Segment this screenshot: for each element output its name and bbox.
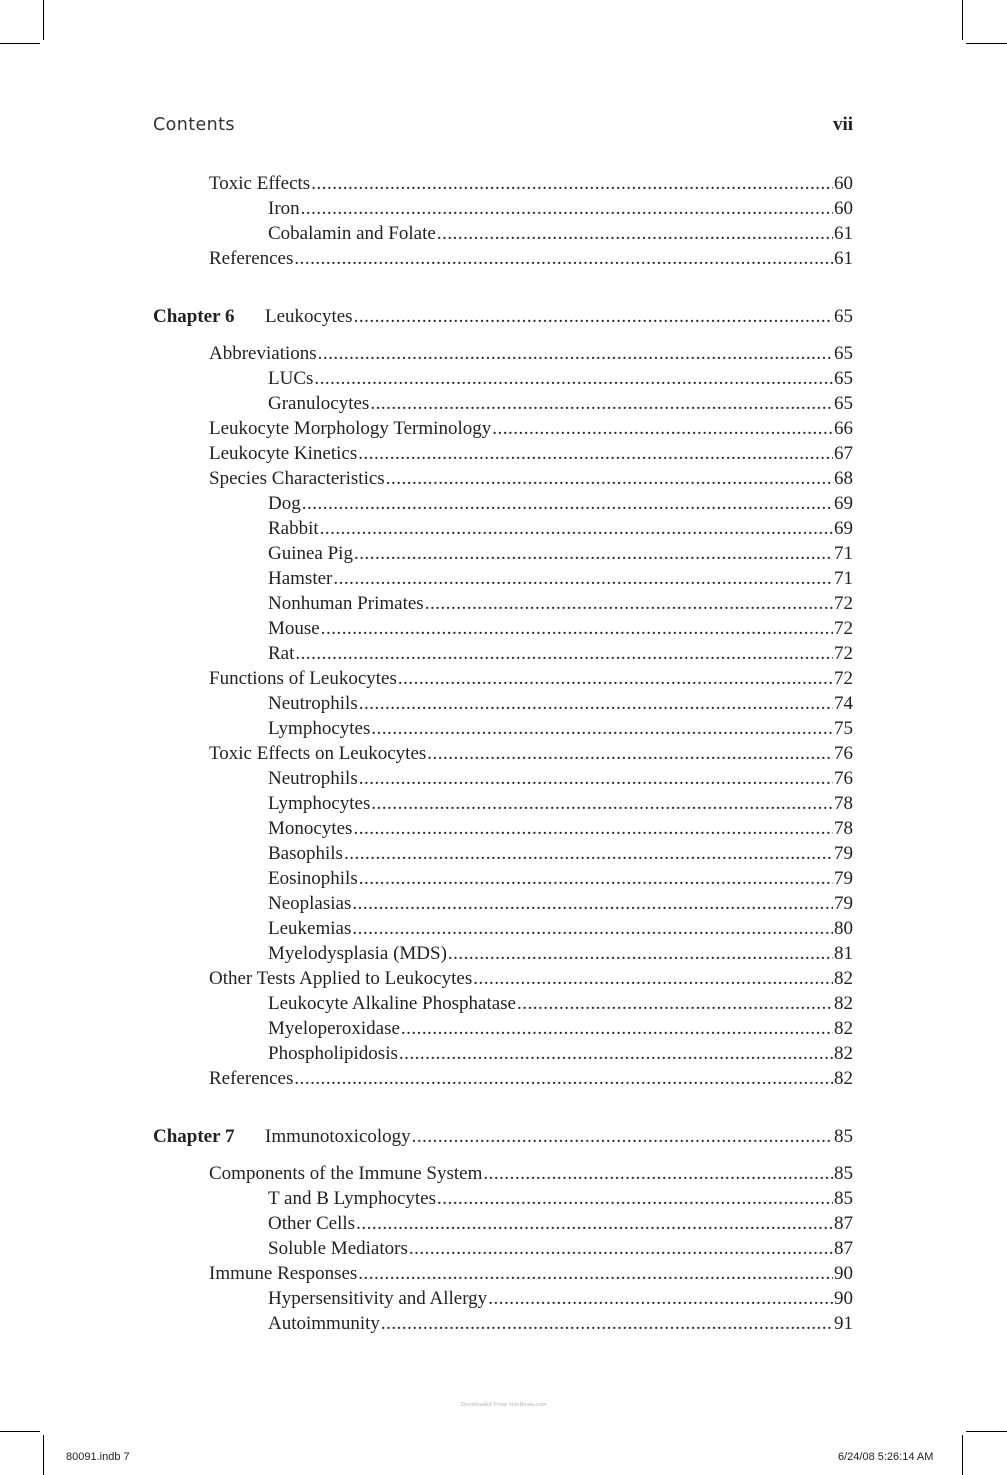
toc-dot-leader xyxy=(359,866,833,891)
toc-page-number: 82 xyxy=(834,1018,853,1039)
toc-entry-title: Iron xyxy=(268,198,300,219)
toc-dot-leader xyxy=(371,716,833,741)
toc-page-number: 91 xyxy=(834,1313,853,1334)
toc-page-number: 80 xyxy=(834,918,853,939)
toc-page-number: 71 xyxy=(834,543,853,564)
toc-dot-leader xyxy=(295,641,833,666)
toc-subentry-row xyxy=(153,366,853,391)
running-header-page-number: vii xyxy=(832,114,853,135)
crop-mark-top-left-v xyxy=(43,0,44,40)
crop-mark-top-right-h xyxy=(966,43,1007,44)
toc-subentry-row xyxy=(153,1186,853,1211)
toc-dot-leader xyxy=(386,466,833,491)
toc-entry-title: Eosinophils xyxy=(268,868,358,889)
toc-dot-leader xyxy=(488,1286,833,1311)
toc-entry-row xyxy=(153,441,853,466)
toc-entry-title: Neoplasias xyxy=(268,893,352,914)
toc-page-number: 90 xyxy=(834,1263,853,1284)
toc-dot-leader xyxy=(352,891,833,916)
toc-entry-title: Dog xyxy=(268,493,301,514)
toc-dot-leader xyxy=(352,916,833,941)
toc-dot-leader xyxy=(333,566,833,591)
toc-subentry-row xyxy=(153,641,853,666)
toc-dot-leader xyxy=(473,966,833,991)
toc-chapter-number: Chapter 6 xyxy=(153,306,235,327)
toc-dot-leader xyxy=(320,516,833,541)
toc-entry-title: Leukocyte Alkaline Phosphatase xyxy=(268,993,516,1014)
toc-dot-leader xyxy=(358,441,833,466)
toc-subentry-row xyxy=(153,841,853,866)
toc-dot-leader xyxy=(321,616,833,641)
toc-dot-leader xyxy=(425,591,833,616)
toc-entry-title: Neutrophils xyxy=(268,768,358,789)
toc-entry-title: Immune Responses xyxy=(209,1263,358,1284)
toc-entry-row xyxy=(153,1161,853,1186)
toc-subentry-row xyxy=(153,196,853,221)
print-slug-file: 80091.indb 7 xyxy=(66,1451,130,1463)
toc-page-number: 90 xyxy=(834,1288,853,1309)
toc-page-number: 71 xyxy=(834,568,853,589)
toc-chapter-row xyxy=(153,304,853,329)
toc-page-number: 65 xyxy=(834,343,853,364)
toc-entry-title: T and B Lymphocytes xyxy=(268,1188,436,1209)
toc-chapter-number: Chapter 7 xyxy=(153,1126,235,1147)
toc-page-number: 79 xyxy=(834,843,853,864)
toc-entry-row xyxy=(153,1261,853,1286)
toc-entry-title: Hamster xyxy=(268,568,333,589)
toc-page-number: 75 xyxy=(834,718,853,739)
toc-entry-row xyxy=(153,341,853,366)
toc-page-number: 67 xyxy=(834,443,853,464)
toc-page-number: 82 xyxy=(834,1068,853,1089)
toc-dot-leader xyxy=(318,341,833,366)
toc-entry-row xyxy=(153,966,853,991)
toc-entry-title: Leukocyte Kinetics xyxy=(209,443,358,464)
toc-subentry-row xyxy=(153,1211,853,1236)
running-header xyxy=(153,114,853,138)
toc-entry-row xyxy=(153,741,853,766)
toc-dot-leader xyxy=(427,741,833,766)
toc-entry-title: Toxic Effects on Leukocytes xyxy=(209,743,427,764)
toc-dot-leader xyxy=(294,1066,833,1091)
toc-dot-leader xyxy=(492,416,833,441)
crop-mark-bottom-left-v xyxy=(43,1435,44,1475)
toc-page-number: 85 xyxy=(834,1163,853,1184)
toc-entry-title: Leukemias xyxy=(268,918,352,939)
toc-subentry-row xyxy=(153,516,853,541)
toc-dot-leader xyxy=(359,691,833,716)
toc-entry-title: Hypersensitivity and Allergy xyxy=(268,1288,488,1309)
toc-dot-leader xyxy=(358,1261,833,1286)
toc-entry-title: Myelodysplasia (MDS) xyxy=(268,943,447,964)
toc-page-number: 72 xyxy=(834,593,853,614)
toc-page-number: 82 xyxy=(834,993,853,1014)
toc-page-number: 61 xyxy=(834,248,853,269)
toc-entry-title: Cobalamin and Folate xyxy=(268,223,436,244)
toc-spacer xyxy=(153,271,853,304)
toc-entry-title: Components of the Immune System xyxy=(209,1163,483,1184)
toc-dot-leader xyxy=(517,991,833,1016)
toc-subentry-row xyxy=(153,716,853,741)
toc-subentry-row xyxy=(153,816,853,841)
toc-page-number: 82 xyxy=(834,968,853,989)
toc-subentry-row xyxy=(153,616,853,641)
toc-entry-title: Phospholipidosis xyxy=(268,1043,398,1064)
toc-dot-leader xyxy=(381,1311,833,1336)
toc-subentry-row xyxy=(153,566,853,591)
toc-entry-row xyxy=(153,171,853,196)
toc-subentry-row xyxy=(153,1236,853,1261)
toc-subentry-row xyxy=(153,991,853,1016)
toc-dot-leader xyxy=(344,841,833,866)
toc-dot-leader xyxy=(314,366,833,391)
toc-page-number: 65 xyxy=(834,306,853,327)
crop-mark-bottom-right-v xyxy=(962,1435,963,1475)
toc-subentry-row xyxy=(153,591,853,616)
toc-dot-leader xyxy=(371,791,833,816)
toc-entry-title: Granulocytes xyxy=(268,393,370,414)
toc-entry-title: Functions of Leukocytes xyxy=(209,668,397,689)
toc-subentry-row xyxy=(153,1016,853,1041)
toc-page-number: 78 xyxy=(834,818,853,839)
toc-page-number: 69 xyxy=(834,493,853,514)
toc-entry-title: Mouse xyxy=(268,618,320,639)
toc-entry-title: Myeloperoxidase xyxy=(268,1018,400,1039)
crop-mark-top-left-h xyxy=(0,43,40,44)
toc-page-number: 79 xyxy=(834,868,853,889)
toc-entry-row xyxy=(153,466,853,491)
toc-subentry-row xyxy=(153,941,853,966)
toc-subentry-row xyxy=(153,691,853,716)
toc-entry-title: Guinea Pig xyxy=(268,543,353,564)
toc-subentry-row xyxy=(153,221,853,246)
toc-dot-leader xyxy=(401,1016,833,1041)
toc-page-number: 76 xyxy=(834,743,853,764)
toc-entry-title: LUCs xyxy=(268,368,314,389)
toc-dot-leader xyxy=(370,391,833,416)
toc-subentry-row xyxy=(153,391,853,416)
toc-entry-title: Species Characteristics xyxy=(209,468,385,489)
download-watermark: Downloaded From VetoBooks.com xyxy=(460,1402,547,1408)
toc-spacer xyxy=(153,1091,853,1124)
running-header-title: Contents xyxy=(153,115,235,135)
toc-chapter-row xyxy=(153,1124,853,1149)
toc-entry-title: Leukocyte Morphology Terminology xyxy=(209,418,492,439)
toc-page-number: 72 xyxy=(834,643,853,664)
toc-dot-leader xyxy=(412,1124,833,1149)
toc-entry-title: References xyxy=(209,1068,294,1089)
toc-entry-title: Soluble Mediators xyxy=(268,1238,408,1259)
toc-page-number: 79 xyxy=(834,893,853,914)
toc-subentry-row xyxy=(153,1286,853,1311)
toc-dot-leader xyxy=(398,666,833,691)
toc-page-number: 78 xyxy=(834,793,853,814)
toc-entry-title: Nonhuman Primates xyxy=(268,593,424,614)
toc-entry-title: Lymphocytes xyxy=(268,793,371,814)
toc-page-number: 65 xyxy=(834,393,853,414)
toc-page-number: 74 xyxy=(834,693,853,714)
toc-dot-leader xyxy=(294,246,833,271)
toc-entry-title: Abbreviations xyxy=(209,343,317,364)
toc-page-number: 76 xyxy=(834,768,853,789)
crop-mark-top-right-v xyxy=(962,0,963,40)
toc-page-number: 82 xyxy=(834,1043,853,1064)
toc-dot-leader xyxy=(399,1041,833,1066)
toc-page-number: 87 xyxy=(834,1238,853,1259)
toc-page-number: 85 xyxy=(834,1188,853,1209)
toc-dot-leader xyxy=(483,1161,833,1186)
toc-entry-title: References xyxy=(209,248,294,269)
toc-dot-leader xyxy=(437,1186,833,1211)
toc-entry-row xyxy=(153,246,853,271)
toc-dot-leader xyxy=(359,766,833,791)
crop-mark-bottom-left-h xyxy=(0,1431,40,1432)
toc-entry-title: Toxic Effects xyxy=(209,173,311,194)
toc-subentry-row xyxy=(153,1311,853,1336)
toc-entry-title: Monocytes xyxy=(268,818,353,839)
print-slug-timestamp: 6/24/08 5:26:14 AM xyxy=(838,1451,934,1463)
toc-subentry-row xyxy=(153,866,853,891)
toc-page-number: 68 xyxy=(834,468,853,489)
toc-subentry-row xyxy=(153,766,853,791)
toc-dot-leader xyxy=(353,816,833,841)
toc-subentry-row xyxy=(153,916,853,941)
toc-dot-leader xyxy=(311,171,833,196)
toc-entry-row xyxy=(153,1066,853,1091)
toc-entry-title: Other Tests Applied to Leukocytes xyxy=(209,968,473,989)
toc-dot-leader xyxy=(437,221,833,246)
toc-dot-leader xyxy=(409,1236,833,1261)
toc-entry-title: Immunotoxicology xyxy=(265,1126,411,1147)
toc-page-number: 60 xyxy=(834,173,853,194)
toc-subentry-row xyxy=(153,891,853,916)
toc-entry-title: Rat xyxy=(268,643,295,664)
toc-page-number: 85 xyxy=(834,1126,853,1147)
table-of-contents xyxy=(153,171,853,1336)
toc-page-number: 81 xyxy=(834,943,853,964)
toc-page-number: 72 xyxy=(834,668,853,689)
toc-dot-leader xyxy=(301,196,833,221)
crop-mark-bottom-right-h xyxy=(966,1431,1007,1432)
toc-entry-title: Autoimmunity xyxy=(268,1313,380,1334)
toc-page-number: 87 xyxy=(834,1213,853,1234)
toc-entry-title: Neutrophils xyxy=(268,693,358,714)
toc-page-number: 72 xyxy=(834,618,853,639)
toc-subentry-row xyxy=(153,791,853,816)
toc-dot-leader xyxy=(302,491,833,516)
toc-entry-title: Lymphocytes xyxy=(268,718,371,739)
toc-subentry-row xyxy=(153,541,853,566)
toc-dot-leader xyxy=(354,304,833,329)
toc-entry-title: Rabbit xyxy=(268,518,319,539)
toc-page-number: 65 xyxy=(834,368,853,389)
toc-page-number: 61 xyxy=(834,223,853,244)
toc-dot-leader xyxy=(448,941,833,966)
toc-page-number: 66 xyxy=(834,418,853,439)
toc-dot-leader xyxy=(356,1211,833,1236)
toc-entry-row xyxy=(153,416,853,441)
toc-page-number: 60 xyxy=(834,198,853,219)
toc-entry-title: Leukocytes xyxy=(265,306,353,327)
toc-subentry-row xyxy=(153,491,853,516)
toc-page-number: 69 xyxy=(834,518,853,539)
toc-entry-title: Other Cells xyxy=(268,1213,356,1234)
toc-entry-title: Basophils xyxy=(268,843,343,864)
toc-subentry-row xyxy=(153,1041,853,1066)
toc-entry-row xyxy=(153,666,853,691)
toc-dot-leader xyxy=(354,541,833,566)
